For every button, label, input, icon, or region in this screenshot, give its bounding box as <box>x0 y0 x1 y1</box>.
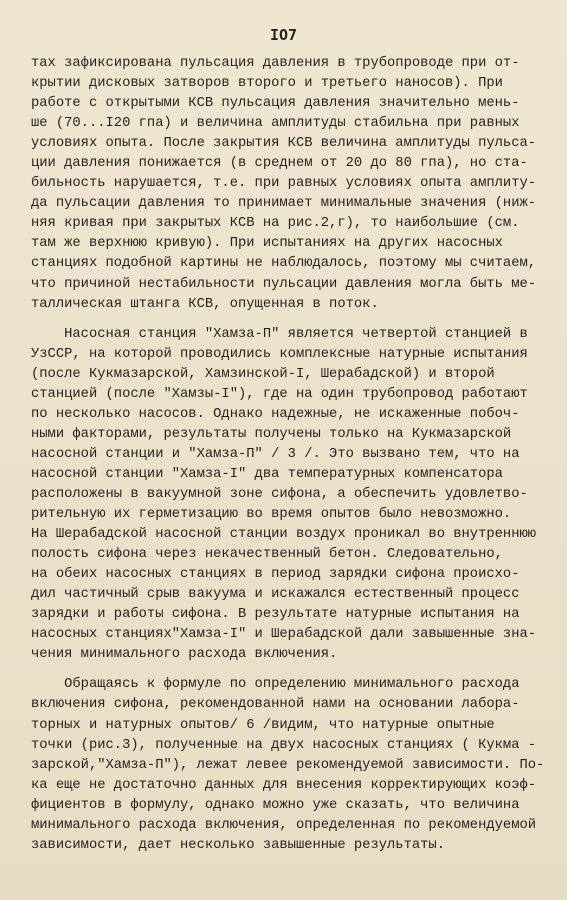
text-line: станцией (после "Хамзы-I"), где на один трубопровод работают <box>31 386 528 402</box>
text-line: крытии дисковых затворов второго и третьего наносов). При <box>31 76 503 92</box>
text-line: УзССР, на которой проводились комплексные натурные испытания <box>31 346 528 362</box>
paragraph <box>31 54 553 315</box>
text-line: ка еще не достаточно данных для внесения корректирующих коэф- <box>31 777 537 793</box>
paragraph-gap <box>31 665 553 675</box>
text-line: тах зафиксирована пульсация давления в трубопроводе при от- <box>31 56 520 71</box>
text-line: полость сифона через некачественный бетон. Следовательно, <box>31 547 503 563</box>
text-line: торных и натурных опытов/ 6 /видим, что натурные опытные <box>31 717 495 733</box>
text-line: няя кривая при закрытых КСВ на рис.2,г), то наибольшие (см. <box>31 216 520 232</box>
text-line: минимального расхода включения, определенная по рекомендуемой <box>31 817 537 833</box>
text-line: Обращаясь к формуле по определению минимального расхода <box>31 677 520 693</box>
text-line: (после Кукмазарской, Хамзинской-I, Шерабадской) и второй <box>31 366 495 382</box>
text-line: чения минимального расхода включения. <box>31 647 338 663</box>
paragraph <box>31 675 553 855</box>
paragraph <box>31 325 553 666</box>
text-line: таллическая штанга КСВ, опущенная в поток. <box>31 296 379 312</box>
text-line: ными факторами, результаты получены только на Кукмазарской <box>31 426 512 442</box>
text-line: бильность нарушается, т.е. при равных условиях опыта амплиту- <box>31 176 537 192</box>
text-line: да пульсации давления то принимает минимальные значения (ниж- <box>31 196 537 212</box>
text-line: по несколько насосов. Однако надежные, не искаженные побоч- <box>31 406 520 422</box>
text-line: условиях опыта. После закрытия КСВ величина амплитуды пульса- <box>31 136 537 152</box>
text-line: дил частичный срыв вакуума и искажался естественный процесс <box>31 587 520 603</box>
text-line: насосной станции и "Хамза-П" / 3 /. Это вызвано тем, что на <box>31 446 520 462</box>
text-line: рительную их герметизацию во время опытов было невозможно. <box>31 507 512 523</box>
body-text <box>31 54 553 856</box>
text-line: там же верхнюю кривую). При испытаниях на других насосных <box>31 236 503 252</box>
text-line: зарской,"Хамза-П"), лежат левее рекомендуемой зависимости. По- <box>31 757 545 773</box>
page-number: IO7 <box>269 26 298 44</box>
text-line: фициентов в формулу, однако можно уже сказать, что величина <box>31 797 520 813</box>
text-line: Насосная станция "Хамза-П" является четвертой станцией в <box>31 326 528 342</box>
text-line: зависимости, дает несколько завышенные результаты. <box>31 837 445 853</box>
text-line: на обеих насосных станциях в период зарядки сифона происхо- <box>31 567 520 583</box>
text-line: зарядки и работы сифона. В результате натурные испытания на <box>31 607 520 623</box>
text-line: насосных станциях"Хамза-I" и Шерабадской дали завышенные зна- <box>31 627 537 643</box>
text-line: На Шерабадской насосной станции воздух проникал во внутреннюю <box>31 527 537 543</box>
text-line: насосной станции "Хамза-I" два температурных компенсатора <box>31 466 503 482</box>
text-line: ше (70...I20 гпа) и величина амплитуды стабильна при равных <box>31 116 520 132</box>
text-line: расположены в вакуумной зоне сифона, а обеспечить удовлетво- <box>31 486 528 502</box>
text-line: станциях подобной картины не наблюдалось, поэтому мы считаем, <box>31 256 537 272</box>
text-line: что причиной нестабильности пульсации давления могла быть ме- <box>31 276 537 292</box>
text-line: работе с открытыми КСВ пульсация давления значительно мень- <box>31 96 520 112</box>
text-line: точки (рис.3), полученные на двух насосных станциях ( Кукма - <box>31 737 537 753</box>
text-line: включения сифона, рекомендованной нами на основании лабора- <box>31 697 520 713</box>
text-line: ции давления понижается (в среднем от 20 до 80 гпа), но ста- <box>31 156 528 172</box>
paragraph-gap <box>31 315 553 325</box>
